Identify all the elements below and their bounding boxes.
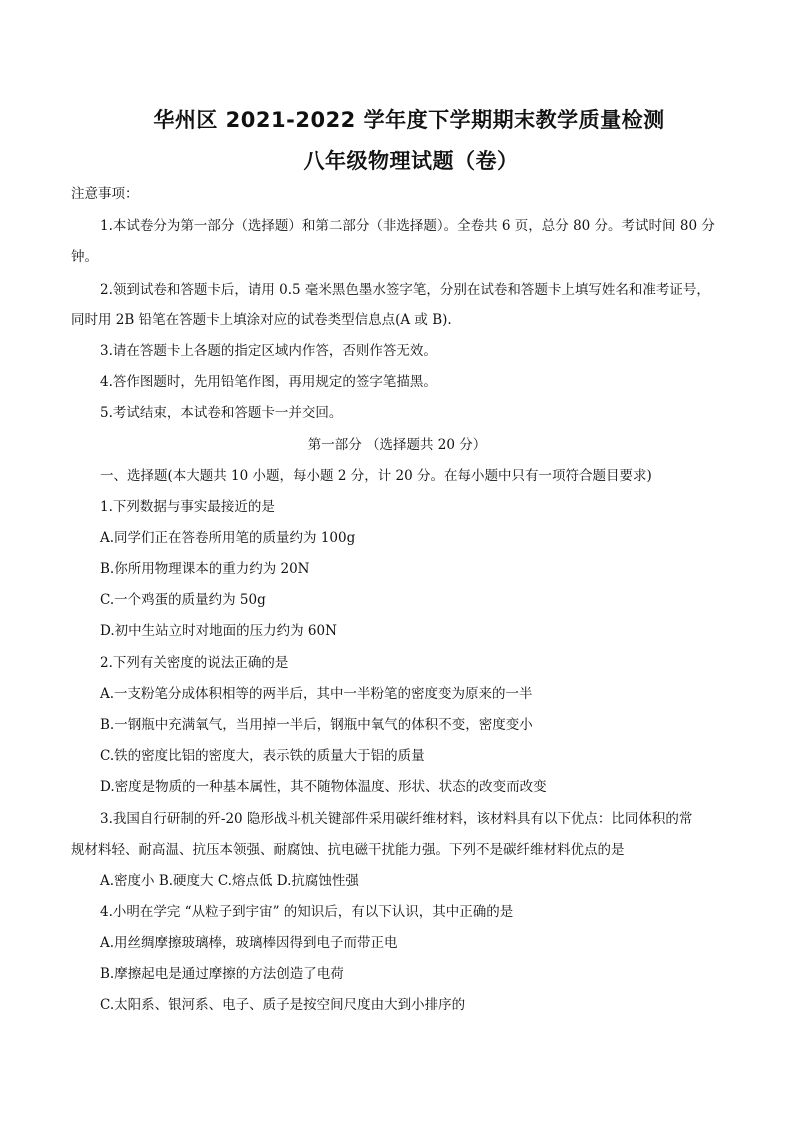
- question-3-stem-line-2: 规材料轻、耐高温、抗压本领强、耐腐蚀、抗电磁干扰能力强。下列不是碳纤维材料优点的是: [71, 842, 625, 858]
- question-1-option-a: A.同学们正在答卷所用笔的质量约为 100g: [100, 530, 356, 546]
- question-3-options: A.密度小 B.硬度大 C.熔点低 D.抗腐蚀性强: [100, 873, 359, 889]
- note-item-1-line-1: 1.本试卷分为第一部分（选择题）和第二部分（非选择题）。全卷共 6 页，总分 80 分。考试时间 80 分: [100, 218, 715, 234]
- question-4-option-a: A.用丝绸摩擦玻璃棒，玻璃棒因得到电子而带正电: [100, 935, 398, 951]
- question-4-stem: 4.小明在学完 “从粒子到宇宙” 的知识后，有以下认识，其中正确的是: [100, 904, 514, 920]
- note-item-4: 4.答作图题时，先用铅笔作图，再用规定的签字笔描黑。: [100, 374, 437, 390]
- section-heading: 一、选择题(本大题共 10 小题，每小题 2 分，计 20 分。在每小题中只有一项符合题目要求): [100, 468, 652, 484]
- question-1-option-b: B.你所用物理课本的重力约为 20N: [100, 561, 310, 577]
- note-item-3: 3.请在答题卡上各题的指定区域内作答，否则作答无效。: [100, 343, 437, 359]
- question-3-stem-line-1: 3.我国自行研制的歼-20 隐形战斗机关键部件采用碳纤维材料，该材料具有以下优点：比同体积的常: [100, 811, 693, 827]
- question-2-option-b: B.一钢瓶中充满氧气，当用掉一半后，钢瓶中氧气的体积不变，密度变小: [100, 717, 533, 733]
- note-item-2-line-2: 同时用 2B 铅笔在答题卡上填涂对应的试卷类型信息点(A 或 B).: [71, 312, 452, 328]
- note-item-1-line-2: 钟。: [71, 249, 98, 265]
- question-2-option-c: C.铁的密度比铝的密度大，表示铁的质量大于铝的质量: [100, 748, 425, 764]
- question-2-stem: 2.下列有关密度的说法正确的是: [100, 655, 289, 671]
- exam-subtitle: 八年级物理试题（卷）: [303, 149, 519, 173]
- part1-heading: 第一部分 （选择题共 20 分）: [307, 437, 487, 453]
- question-1-option-c: C.一个鸡蛋的质量约为 50g: [100, 592, 266, 608]
- question-2-option-d: D.密度是物质的一种基本属性，其不随物体温度、形状、状态的改变而改变: [100, 779, 547, 795]
- notes-heading: 注意事项：: [71, 186, 139, 202]
- exam-title: 华州区 2021-2022 学年度下学期期末教学质量检测: [153, 108, 665, 132]
- question-4-option-c: C.太阳系、银河系、电子、质子是按空间尺度由大到小排序的: [100, 997, 466, 1013]
- question-1-stem: 1.下列数据与事实最接近的是: [100, 499, 275, 515]
- note-item-2-line-1: 2.领到试卷和答题卡后，请用 0.5 毫米黑色墨水签字笔，分别在试卷和答题卡上填写姓名和准考证号，: [100, 282, 710, 298]
- question-1-option-d: D.初中生站立时对地面的压力约为 60N: [100, 623, 337, 639]
- note-item-5: 5.考试结束，本试卷和答题卡一并交回。: [100, 405, 343, 421]
- question-2-option-a: A.一支粉笔分成体积相等的两半后，其中一半粉笔的密度变为原来的一半: [100, 686, 533, 702]
- question-4-option-b: B.摩擦起电是通过摩擦的方法创造了电荷: [100, 966, 344, 982]
